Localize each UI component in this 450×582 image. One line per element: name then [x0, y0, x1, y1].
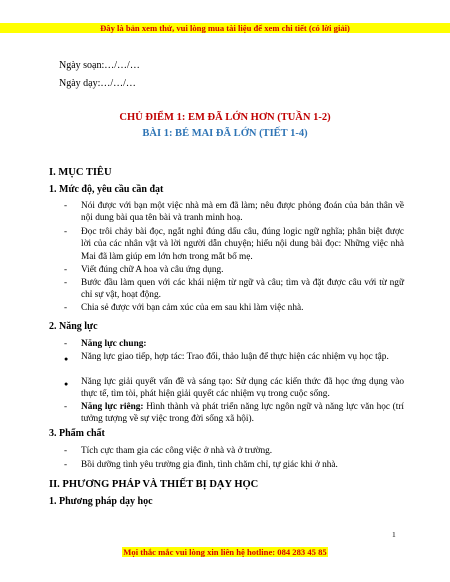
preview-banner	[0, 23, 450, 33]
list-item-text: Năng lực giao tiếp, hợp tác: Trao đổi, thảo luận để thực hiện các nhiệm vụ học tập.	[81, 352, 389, 362]
list-item	[64, 376, 404, 401]
bullet-icon: ●	[64, 380, 69, 388]
list-item	[64, 445, 404, 457]
list-marker: -	[64, 339, 68, 349]
list-item-text: Chia sẻ được với bạn cảm xúc của em sau khi làm việc nhà.	[81, 303, 304, 313]
section-objectives: I. MỤC TIÊU	[49, 167, 112, 178]
contact-footer-text: Mọi thắc mắc vui lòng xin liên hệ hotline: 084 283 45 85	[123, 547, 327, 557]
topic-heading: CHỦ ĐIỂM 1: EM ĐÃ LỚN HƠN (TUẦN 1-2)	[119, 112, 331, 123]
contact-footer	[0, 547, 450, 557]
list-item-label: Năng lực chung:	[81, 339, 147, 349]
date-prepared: Ngày soạn:…/…/…	[59, 60, 140, 71]
page-number: 1	[392, 530, 396, 539]
list-marker: -	[64, 460, 68, 470]
list-item	[64, 226, 404, 263]
list-marker: -	[64, 303, 68, 313]
list-item-text: Nói được với bạn một việc nhà mà em đã làm; nêu được phỏng đoán của bản thân về nội dung bài qua tên bài và tranh minh hoạ.	[81, 201, 404, 224]
list-item-text: Bước đầu làm quen với các khái niệm từ ngữ và câu; tìm và đặt được câu với từ ngữ chỉ sự vật, hoạt động.	[81, 278, 404, 301]
list-marker: -	[64, 402, 68, 412]
subsection-qualities: 3. Phẩm chất	[49, 428, 105, 439]
subsection-teaching-methods: 1. Phương pháp dạy học	[49, 496, 153, 507]
list-item-text: Bồi dưỡng tình yêu trường gia đình, tình chăm chỉ, tự giác khi ở nhà.	[81, 460, 338, 470]
list-item	[64, 277, 404, 302]
list-marker: -	[64, 201, 68, 211]
list-item	[64, 338, 404, 350]
list-item	[64, 302, 404, 314]
list-item	[64, 351, 404, 363]
list-marker: -	[64, 446, 68, 456]
bullet-icon: ●	[64, 355, 69, 363]
list-item	[64, 264, 404, 276]
list-item-text: Viết đúng chữ A hoa và câu ứng dụng.	[81, 265, 224, 275]
preview-banner-text: Đây là bản xem thử, vui lòng mua tài liệu để xem chi tiết (có lời giải)	[100, 23, 350, 33]
list-item-text: Hình thành và phát triển năng lực ngôn ngữ và năng lực văn học (trí tưởng tượng về sự việc trong đời sống xã hội).	[81, 402, 405, 425]
subsection-requirements: 1. Mức độ, yêu cầu cần đạt	[49, 184, 164, 195]
list-item-text: Đọc trôi chảy bài đọc, ngắt nghỉ đúng dấu câu, đúng logic ngữ nghĩa; phân biệt được lời của các nhân vật và lời người dẫn chuyện; hiểu nội dung bài đọc: Những việc nhà Mai đã làm giúp em lớn hơn trong mắt bố mẹ.	[81, 227, 404, 262]
list-item-text: Tích cực tham gia các công việc ở nhà và ở trường.	[81, 446, 273, 456]
list-item	[64, 401, 404, 426]
section-methods: II. PHƯƠNG PHÁP VÀ THIẾT BỊ DẠY HỌC	[49, 479, 259, 490]
list-item-label: Năng lực riêng:	[81, 402, 144, 412]
list-item	[64, 200, 404, 225]
lesson-heading: BÀI 1: BÉ MAI ĐÃ LỚN (TIẾT 1-4)	[142, 128, 308, 139]
list-marker: -	[64, 227, 68, 237]
list-marker: -	[64, 265, 68, 275]
date-taught: Ngày dạy:…/…/…	[59, 78, 136, 89]
list-marker: -	[64, 278, 68, 288]
list-item	[64, 459, 404, 471]
list-item-text: Năng lực giải quyết vấn đề và sáng tạo: Sử dụng các kiến thức đã học ứng dụng vào thực tế, tìm tòi, phát hiện giải quyết các nhiệm vụ trong cuộc sống.	[81, 377, 404, 400]
subsection-competencies: 2. Năng lực	[49, 321, 98, 332]
